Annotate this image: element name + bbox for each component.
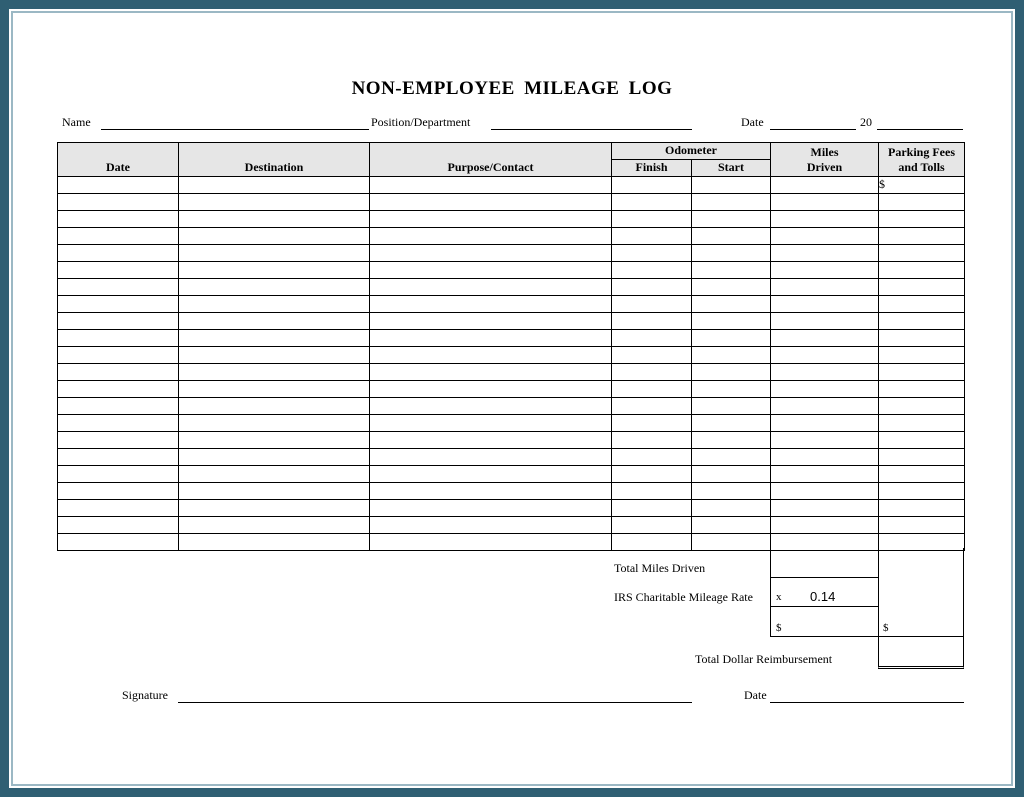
odometer-start-cell[interactable]	[692, 194, 771, 211]
parking-fees-cell[interactable]	[879, 517, 965, 534]
destination-cell[interactable]	[179, 279, 370, 296]
miles-driven-cell[interactable]	[771, 466, 879, 483]
destination-cell[interactable]	[179, 483, 370, 500]
purpose-cell[interactable]	[370, 347, 612, 364]
parking-fees-cell[interactable]	[879, 398, 965, 415]
position-department-label: Position/Department	[371, 115, 471, 129]
date-cell[interactable]	[58, 177, 179, 194]
purpose-cell[interactable]	[370, 296, 612, 313]
signature-date-label: Date	[744, 688, 767, 702]
total-miles-label: Total Miles Driven	[614, 561, 706, 575]
col-header-date: Date	[58, 143, 179, 177]
miles-driven-cell[interactable]	[771, 415, 879, 432]
odometer-finish-cell[interactable]	[612, 415, 692, 432]
parking-header-line1: Parking Fees	[888, 145, 956, 159]
mileage-log-rows	[58, 177, 965, 551]
name-label: Name	[62, 115, 91, 129]
purpose-cell[interactable]	[370, 466, 612, 483]
odometer-finish-cell[interactable]	[612, 228, 692, 245]
parking-fees-cell[interactable]	[879, 415, 965, 432]
destination-cell[interactable]	[179, 534, 370, 551]
parking-fees-cell[interactable]	[879, 211, 965, 228]
purpose-cell[interactable]	[370, 449, 612, 466]
purpose-cell[interactable]	[370, 211, 612, 228]
col-header-destination: Destination	[179, 143, 370, 177]
table-row	[58, 245, 965, 262]
odometer-start-cell[interactable]	[692, 330, 771, 347]
destination-cell[interactable]	[179, 194, 370, 211]
table-row	[58, 398, 965, 415]
odometer-finish-cell[interactable]	[612, 500, 692, 517]
miles-driven-cell[interactable]	[771, 279, 879, 296]
table-row	[58, 177, 965, 194]
date-cell[interactable]	[58, 483, 179, 500]
miles-driven-cell[interactable]	[771, 262, 879, 279]
miles-driven-cell[interactable]	[771, 483, 879, 500]
col-header-purpose: Purpose/Contact	[370, 143, 612, 177]
odometer-start-cell[interactable]	[692, 245, 771, 262]
miles-driven-cell[interactable]	[771, 449, 879, 466]
table-row	[58, 381, 965, 398]
odometer-finish-cell[interactable]	[612, 364, 692, 381]
parking-fees-cell[interactable]	[879, 245, 965, 262]
table-row	[58, 500, 965, 517]
col-header-odometer: Odometer	[612, 143, 771, 160]
parking-fees-cell[interactable]	[879, 364, 965, 381]
odometer-start-cell[interactable]	[692, 279, 771, 296]
miles-currency: $	[776, 622, 782, 634]
miles-driven-cell[interactable]	[771, 500, 879, 517]
miles-driven-cell[interactable]	[771, 313, 879, 330]
destination-cell[interactable]	[179, 211, 370, 228]
parking-fees-cell[interactable]	[879, 313, 965, 330]
miles-driven-cell[interactable]	[771, 194, 879, 211]
date-field[interactable]	[770, 129, 856, 130]
table-row	[58, 364, 965, 381]
purpose-cell[interactable]	[370, 500, 612, 517]
destination-cell[interactable]	[179, 466, 370, 483]
signature-date-field[interactable]	[770, 702, 964, 703]
irs-rate-box[interactable]	[770, 577, 879, 607]
miles-driven-cell[interactable]	[771, 364, 879, 381]
purpose-cell[interactable]	[370, 313, 612, 330]
odometer-finish-cell[interactable]	[612, 483, 692, 500]
form-title: NON-EMPLOYEE MILEAGE LOG	[351, 78, 673, 99]
parking-fees-cell[interactable]	[879, 296, 965, 313]
odometer-finish-cell[interactable]	[612, 381, 692, 398]
table-row	[58, 211, 965, 228]
odometer-finish-cell[interactable]	[612, 432, 692, 449]
parking-fees-cell[interactable]	[879, 449, 965, 466]
odometer-finish-cell[interactable]	[612, 211, 692, 228]
parking-fees-cell[interactable]	[879, 194, 965, 211]
destination-cell[interactable]	[179, 381, 370, 398]
date-cell[interactable]	[58, 228, 179, 245]
position-department-field[interactable]	[491, 129, 692, 130]
destination-cell[interactable]	[179, 177, 370, 194]
parking-header-line2: and Tolls	[898, 160, 945, 174]
destination-cell[interactable]	[179, 330, 370, 347]
destination-cell[interactable]	[179, 432, 370, 449]
odometer-start-cell[interactable]	[692, 364, 771, 381]
date-cell[interactable]	[58, 313, 179, 330]
date-cell[interactable]	[58, 381, 179, 398]
miles-driven-cell[interactable]	[771, 347, 879, 364]
miles-driven-cell[interactable]	[771, 398, 879, 415]
total-reimbursement-box[interactable]	[878, 636, 964, 669]
parking-currency: $	[883, 622, 889, 634]
col-header-start: Start	[692, 160, 771, 177]
purpose-cell[interactable]	[370, 364, 612, 381]
odometer-start-cell[interactable]	[692, 262, 771, 279]
odometer-finish-cell[interactable]	[612, 245, 692, 262]
table-row	[58, 330, 965, 347]
odometer-start-cell[interactable]	[692, 398, 771, 415]
destination-cell[interactable]	[179, 517, 370, 534]
date-cell[interactable]	[58, 279, 179, 296]
purpose-cell[interactable]	[370, 381, 612, 398]
purpose-cell[interactable]	[370, 432, 612, 449]
miles-header-line1: Miles	[810, 145, 839, 159]
date-cell[interactable]	[58, 245, 179, 262]
mileage-rate-value: 0.14	[810, 589, 836, 604]
destination-cell[interactable]	[179, 313, 370, 330]
table-row	[58, 483, 965, 500]
miles-driven-cell[interactable]	[771, 381, 879, 398]
purpose-cell[interactable]	[370, 415, 612, 432]
table-row	[58, 466, 965, 483]
parking-fees-cell[interactable]	[879, 262, 965, 279]
parking-fees-cell[interactable]	[879, 347, 965, 364]
destination-cell[interactable]	[179, 245, 370, 262]
purpose-cell[interactable]	[370, 330, 612, 347]
destination-cell[interactable]	[179, 262, 370, 279]
odometer-start-cell[interactable]	[692, 347, 771, 364]
destination-cell[interactable]	[179, 296, 370, 313]
table-row	[58, 415, 965, 432]
odometer-finish-cell[interactable]	[612, 194, 692, 211]
odometer-finish-cell[interactable]	[612, 398, 692, 415]
odometer-start-cell[interactable]	[692, 432, 771, 449]
signature-label: Signature	[122, 688, 168, 702]
date-cell[interactable]	[58, 517, 179, 534]
odometer-finish-cell[interactable]	[612, 262, 692, 279]
purpose-cell[interactable]	[370, 398, 612, 415]
odometer-start-cell[interactable]	[692, 483, 771, 500]
table-row	[58, 228, 965, 245]
date-cell[interactable]	[58, 364, 179, 381]
odometer-start-cell[interactable]	[692, 228, 771, 245]
odometer-finish-cell[interactable]	[612, 296, 692, 313]
odometer-finish-cell[interactable]	[612, 279, 692, 296]
destination-cell[interactable]	[179, 364, 370, 381]
miles-driven-cell[interactable]	[771, 211, 879, 228]
parking-fees-cell[interactable]	[879, 330, 965, 347]
purpose-cell[interactable]	[370, 245, 612, 262]
purpose-cell[interactable]	[370, 279, 612, 296]
col-header-miles-driven	[771, 143, 879, 177]
odometer-finish-cell[interactable]	[612, 313, 692, 330]
odometer-start-cell[interactable]	[692, 449, 771, 466]
destination-cell[interactable]	[179, 500, 370, 517]
odometer-finish-cell[interactable]	[612, 466, 692, 483]
date-label: Date	[741, 115, 764, 129]
table-row	[58, 279, 965, 296]
purpose-cell[interactable]	[370, 262, 612, 279]
destination-cell[interactable]	[179, 415, 370, 432]
date-cell[interactable]	[58, 398, 179, 415]
table-row	[58, 347, 965, 364]
date-cell[interactable]	[58, 211, 179, 228]
name-field[interactable]	[101, 129, 369, 130]
date-cell[interactable]	[58, 415, 179, 432]
odometer-start-cell[interactable]	[692, 296, 771, 313]
date-cell[interactable]	[58, 500, 179, 517]
date-cell[interactable]	[58, 330, 179, 347]
parking-fees-cell[interactable]	[879, 279, 965, 296]
date-cell[interactable]	[58, 432, 179, 449]
odometer-start-cell[interactable]	[692, 381, 771, 398]
table-row	[58, 517, 965, 534]
total-miles-box[interactable]	[770, 548, 879, 578]
parking-fees-cell[interactable]	[879, 432, 965, 449]
miles-driven-cell[interactable]	[771, 228, 879, 245]
table-row	[58, 449, 965, 466]
destination-cell[interactable]	[179, 449, 370, 466]
miles-header-line2: Driven	[806, 160, 843, 174]
date-cell[interactable]	[58, 449, 179, 466]
purpose-cell[interactable]	[370, 483, 612, 500]
odometer-finish-cell[interactable]	[612, 517, 692, 534]
miles-driven-cell[interactable]	[771, 177, 879, 194]
parking-fees-cell[interactable]	[879, 381, 965, 398]
parking-fees-cell[interactable]	[879, 466, 965, 483]
purpose-cell[interactable]	[370, 534, 612, 551]
parking-total-box[interactable]	[878, 548, 964, 637]
signature-field[interactable]	[178, 702, 692, 703]
odometer-finish-cell[interactable]	[612, 534, 692, 551]
odometer-start-cell[interactable]	[692, 415, 771, 432]
multiply-symbol: x	[776, 591, 782, 603]
date-cell[interactable]	[58, 296, 179, 313]
odometer-start-cell[interactable]	[692, 211, 771, 228]
miles-driven-cell[interactable]	[771, 296, 879, 313]
odometer-finish-cell[interactable]	[612, 449, 692, 466]
table-row	[58, 262, 965, 279]
odometer-finish-cell[interactable]	[612, 177, 692, 194]
parking-fees-cell[interactable]	[879, 483, 965, 500]
purpose-cell[interactable]	[370, 194, 612, 211]
purpose-cell[interactable]	[370, 177, 612, 194]
odometer-start-cell[interactable]	[692, 177, 771, 194]
table-row	[58, 432, 965, 449]
date-cell[interactable]	[58, 534, 179, 551]
odometer-start-cell[interactable]	[692, 313, 771, 330]
destination-cell[interactable]	[179, 398, 370, 415]
odometer-finish-cell[interactable]	[612, 347, 692, 364]
date-cell[interactable]	[58, 194, 179, 211]
miles-driven-cell[interactable]	[771, 330, 879, 347]
irs-rate-label: IRS Charitable Mileage Rate	[614, 590, 753, 604]
miles-driven-cell[interactable]	[771, 245, 879, 262]
col-header-parking-fees	[879, 143, 965, 177]
year-prefix: 20	[860, 115, 872, 129]
purpose-cell[interactable]	[370, 228, 612, 245]
total-reimbursement-label: Total Dollar Reimbursement	[695, 652, 833, 666]
destination-cell[interactable]	[179, 347, 370, 364]
odometer-finish-cell[interactable]	[612, 330, 692, 347]
table-row	[58, 194, 965, 211]
date-cell[interactable]	[58, 262, 179, 279]
odometer-start-cell[interactable]	[692, 500, 771, 517]
date-cell[interactable]	[58, 466, 179, 483]
table-row	[58, 313, 965, 330]
odometer-start-cell[interactable]	[692, 534, 771, 551]
destination-cell[interactable]	[179, 228, 370, 245]
miles-driven-cell[interactable]	[771, 517, 879, 534]
miles-driven-cell[interactable]	[771, 432, 879, 449]
parking-fees-cell[interactable]: $	[879, 177, 965, 194]
parking-column-divider	[878, 548, 879, 637]
miles-reimbursement-box[interactable]	[770, 606, 879, 637]
odometer-start-cell[interactable]	[692, 466, 771, 483]
table-row	[58, 296, 965, 313]
parking-fees-cell[interactable]	[879, 228, 965, 245]
year-field[interactable]	[877, 129, 963, 130]
odometer-start-cell[interactable]	[692, 517, 771, 534]
date-cell[interactable]	[58, 347, 179, 364]
purpose-cell[interactable]	[370, 517, 612, 534]
parking-fees-cell[interactable]	[879, 500, 965, 517]
col-header-finish: Finish	[612, 160, 692, 177]
mileage-log-table	[57, 142, 965, 551]
